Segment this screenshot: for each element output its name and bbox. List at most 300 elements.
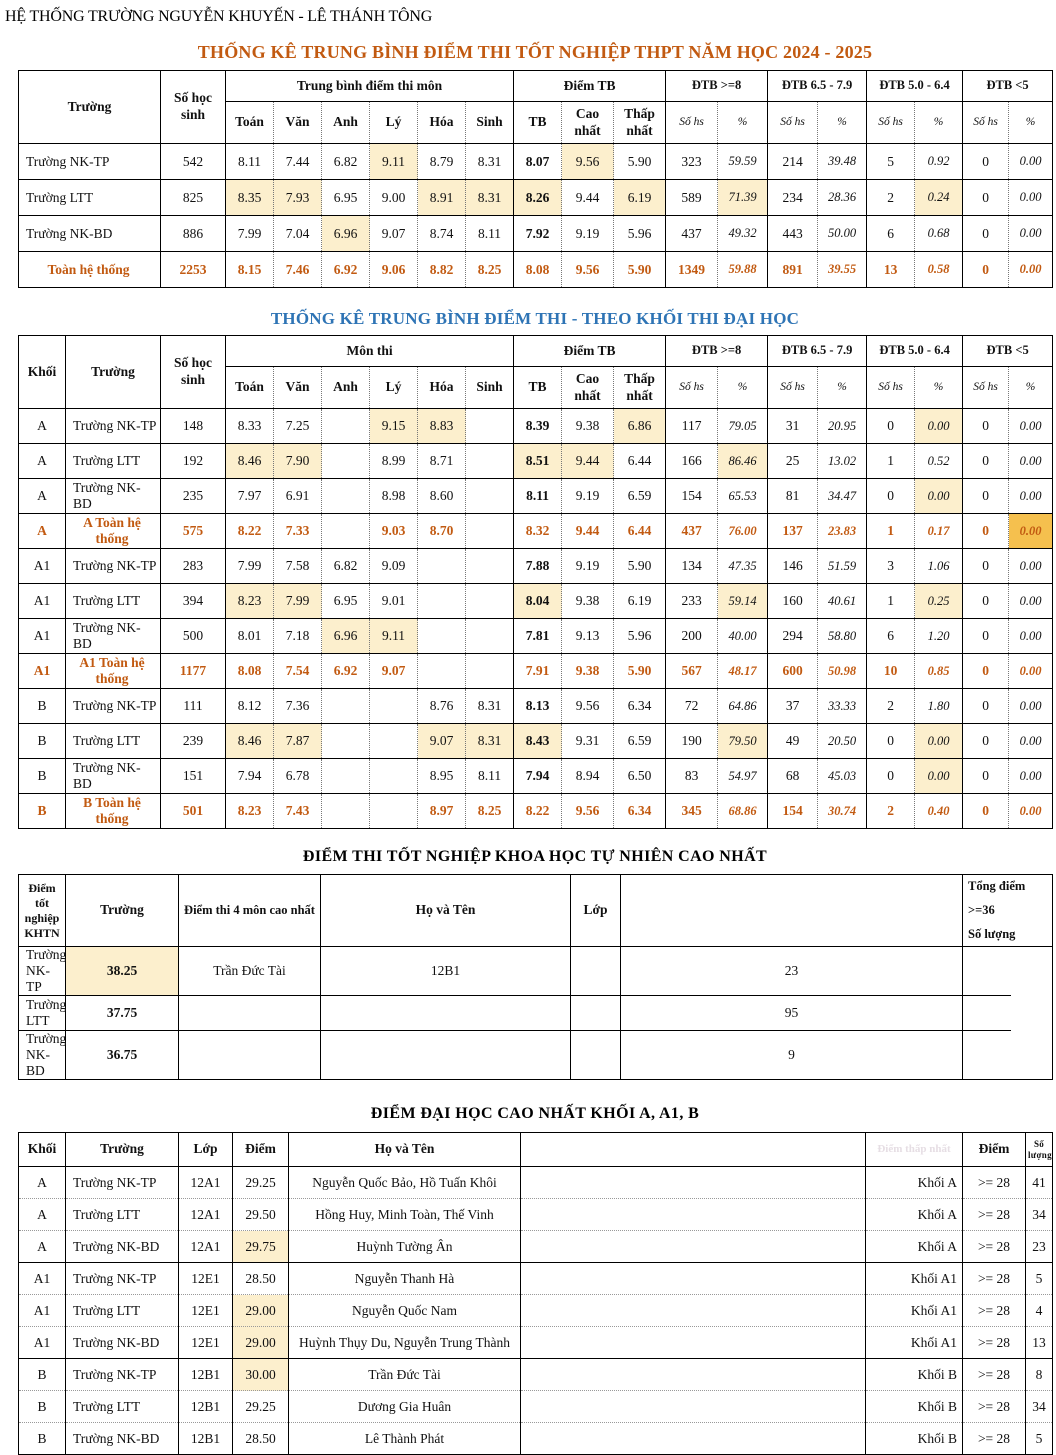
cell: 30.00 [233, 1359, 289, 1391]
cell: Trường NK-BD [66, 479, 161, 514]
cell: 29.25 [233, 1391, 289, 1423]
table-khtn-top [18, 874, 1053, 1080]
cell: 137 [768, 514, 818, 549]
col-tong-diem [963, 875, 1053, 947]
cell: 6.50 [614, 759, 666, 794]
cell: 437 [666, 514, 718, 549]
table-row [19, 252, 1053, 288]
cell: 6 [867, 216, 915, 252]
cell: Trường NK-BD [66, 1231, 179, 1263]
cell: 7.97 [226, 479, 274, 514]
cell: 49 [768, 724, 818, 759]
cell: 9.44 [562, 180, 614, 216]
cell: Khối B [866, 1423, 963, 1455]
cell: 0.00 [1009, 514, 1053, 549]
cell: 0.00 [1009, 724, 1053, 759]
cell: 8.08 [226, 654, 274, 689]
cell: A1 [19, 549, 66, 584]
cell: 8.39 [514, 409, 562, 444]
cell: 7.91 [514, 654, 562, 689]
col-cao-nhat: Cao nhất [562, 102, 614, 144]
cell [466, 584, 514, 619]
cell: 45.03 [818, 759, 867, 794]
cell: 160 [768, 584, 818, 619]
cell: 68.86 [718, 794, 768, 829]
cell: Trường NK-TP [19, 144, 161, 180]
cell [521, 1295, 866, 1327]
col-diem-4-mon: Điểm thi 4 môn cao nhất [179, 875, 321, 947]
cell [521, 1391, 866, 1423]
cell: 0 [963, 619, 1009, 654]
cell: 117 [666, 409, 718, 444]
cell: 7.92 [514, 216, 562, 252]
cell: 6 [867, 619, 915, 654]
cell: 0.85 [915, 654, 963, 689]
cell: 5.96 [614, 619, 666, 654]
col-khoi: Khối [19, 1133, 66, 1167]
cell: 146 [768, 549, 818, 584]
cell: 6.44 [614, 444, 666, 479]
cell: 9.07 [370, 654, 418, 689]
cell [370, 724, 418, 759]
cell: 29.00 [233, 1295, 289, 1327]
cell: Khối A1 [866, 1295, 963, 1327]
cell: 9.15 [370, 409, 418, 444]
cell: 9.00 [370, 180, 418, 216]
cell: 6.92 [322, 252, 370, 288]
cell: 0.00 [915, 759, 963, 794]
col-van: Văn [274, 367, 322, 409]
cell: Khối B [866, 1359, 963, 1391]
cell: B [19, 724, 66, 759]
cell: 575 [161, 514, 226, 549]
cell: 1.80 [915, 689, 963, 724]
cell: 345 [666, 794, 718, 829]
group-dtb-lt5: ĐTB <5 [963, 71, 1053, 102]
cell: 5.90 [614, 144, 666, 180]
cell: 8.76 [418, 689, 466, 724]
col-ho-va-ten: Họ và Tên [321, 875, 571, 947]
cell: Nguyễn Quốc Bảo, Hồ Tuấn Khôi [289, 1167, 521, 1199]
cell: 58.80 [818, 619, 867, 654]
cell: 567 [666, 654, 718, 689]
cell: 8.35 [226, 180, 274, 216]
cell: 8.60 [418, 479, 466, 514]
cell: 5 [1026, 1263, 1053, 1295]
cell: Toàn hệ thống [19, 252, 161, 288]
cell: 6.59 [614, 479, 666, 514]
cell: A1 [19, 654, 66, 689]
table-thpt-summary [18, 70, 1053, 288]
cell: A [19, 1199, 66, 1231]
cell: 86.46 [718, 444, 768, 479]
table-row [19, 759, 1053, 794]
cell: 5.90 [614, 654, 666, 689]
cell: 9.56 [562, 689, 614, 724]
cell: 9.38 [562, 409, 614, 444]
cell: Trường NK-TP [19, 947, 66, 996]
cell: 0.00 [1009, 619, 1053, 654]
cell: 8.25 [466, 794, 514, 829]
col-so-hoc-sinh: Số học sinh [161, 336, 226, 409]
cell [322, 724, 370, 759]
cell: 9.38 [562, 584, 614, 619]
cell: 8.31 [466, 180, 514, 216]
cell: 41 [1026, 1167, 1053, 1199]
cell: 8.08 [514, 252, 562, 288]
col-khoi: Khối [19, 336, 66, 409]
cell: 48.17 [718, 654, 768, 689]
cell: 31 [768, 409, 818, 444]
cell: 4 [1026, 1295, 1053, 1327]
cell: Trường NK-BD [66, 619, 161, 654]
cell [179, 996, 321, 1031]
table-row [19, 144, 1053, 180]
table-row [19, 1231, 1053, 1263]
cell: 9.31 [562, 724, 614, 759]
cell: 50.98 [818, 654, 867, 689]
cell: Trường LTT [66, 1199, 179, 1231]
cell: 65.53 [718, 479, 768, 514]
cell: Trường NK-BD [66, 759, 161, 794]
cell: Huỳnh Tường Ân [289, 1231, 521, 1263]
cell: 7.58 [274, 549, 322, 584]
cell: A [19, 444, 66, 479]
cell: 0.00 [915, 479, 963, 514]
cell: 5.96 [614, 216, 666, 252]
cell: 5 [867, 144, 915, 180]
cell: Huỳnh Thụy Du, Nguyễn Trung Thành [289, 1327, 521, 1359]
cell: 1 [867, 584, 915, 619]
cell: 234 [768, 180, 818, 216]
cell: 8.07 [514, 144, 562, 180]
cell: A Toàn hệ thống [66, 514, 161, 549]
col-cao-nhat: Cao nhất [562, 367, 614, 409]
cell: 29.00 [233, 1327, 289, 1359]
cell: 6.86 [614, 409, 666, 444]
cell: 8.94 [562, 759, 614, 794]
table-khoi-summary [18, 335, 1053, 829]
cell: 0 [963, 216, 1009, 252]
cell: 3 [867, 549, 915, 584]
cell: 9.56 [562, 252, 614, 288]
cell: 134 [666, 549, 718, 584]
cell: 36.75 [66, 1031, 179, 1080]
cell: 8.26 [514, 180, 562, 216]
cell [418, 619, 466, 654]
cell: B [19, 689, 66, 724]
cell: 8.01 [226, 619, 274, 654]
cell: 20.50 [818, 724, 867, 759]
cell: 8.70 [418, 514, 466, 549]
cell [571, 996, 621, 1031]
col-lop: Lớp [571, 875, 621, 947]
cell: 8.04 [514, 584, 562, 619]
table-row [19, 444, 1053, 479]
cell: Trường NK-TP [66, 1167, 179, 1199]
cell: Trường NK-BD [66, 1423, 179, 1455]
cell: 7.94 [226, 759, 274, 794]
cell: >= 28 [963, 1231, 1026, 1263]
cell [521, 1423, 866, 1455]
col-faint-diem-thap-nhat: Điểm thấp nhất [866, 1133, 963, 1167]
cell: 0 [963, 654, 1009, 689]
cell [322, 689, 370, 724]
cell [370, 689, 418, 724]
cell: 9.09 [370, 549, 418, 584]
col-van: Văn [274, 102, 322, 144]
cell: A [19, 479, 66, 514]
cell: 37.75 [66, 996, 179, 1031]
cell: 8.97 [418, 794, 466, 829]
cell: 9.11 [370, 144, 418, 180]
cell: 8.46 [226, 724, 274, 759]
cell [521, 1359, 866, 1391]
cell: 7.93 [274, 180, 322, 216]
cell: 200 [666, 619, 718, 654]
cell: 394 [161, 584, 226, 619]
cell: 68 [768, 759, 818, 794]
cell: Khối A [866, 1167, 963, 1199]
cell: 12E1 [179, 1263, 233, 1295]
cell: 8.11 [514, 479, 562, 514]
cell: 12E1 [179, 1327, 233, 1359]
cell: 8.82 [418, 252, 466, 288]
cell: 6.19 [614, 180, 666, 216]
cell: A1 [19, 584, 66, 619]
col-hoa: Hóa [418, 102, 466, 144]
cell [322, 479, 370, 514]
col-pct: % [718, 367, 768, 409]
cell: 0 [963, 794, 1009, 829]
cell [179, 1031, 321, 1080]
cell: 59.59 [718, 144, 768, 180]
cell: Nguyễn Quốc Nam [289, 1295, 521, 1327]
group-mon: Trung bình điểm thi môn [226, 71, 514, 102]
cell: 79.05 [718, 409, 768, 444]
cell: >= 28 [963, 1423, 1026, 1455]
cell: 5 [1026, 1423, 1053, 1455]
cell: 83 [666, 759, 718, 794]
cell: 8.33 [226, 409, 274, 444]
col-anh: Anh [322, 102, 370, 144]
table-row [19, 409, 1053, 444]
cell: 8.74 [418, 216, 466, 252]
cell: 64.86 [718, 689, 768, 724]
cell: Trường LTT [66, 724, 161, 759]
cell: 8.15 [226, 252, 274, 288]
col-anh: Anh [322, 367, 370, 409]
cell: 7.81 [514, 619, 562, 654]
col-truong: Trường [66, 875, 179, 947]
cell: 501 [161, 794, 226, 829]
cell: 7.44 [274, 144, 322, 180]
cell: 0.58 [915, 252, 963, 288]
cell: 39.55 [818, 252, 867, 288]
cell: 0 [867, 409, 915, 444]
table-row [19, 1031, 1053, 1080]
col-so-hs: Số hs [666, 102, 718, 144]
group-dtb-50-64: ĐTB 5.0 - 6.4 [867, 336, 963, 367]
col-tb: TB [514, 367, 562, 409]
cell: 8.95 [418, 759, 466, 794]
col-sinh: Sinh [466, 367, 514, 409]
cell [466, 619, 514, 654]
cell: 9.06 [370, 252, 418, 288]
cell: 13 [867, 252, 915, 288]
cell: >= 28 [963, 1391, 1026, 1423]
cell: 12B1 [179, 1359, 233, 1391]
cell: A1 [19, 619, 66, 654]
cell: 8.23 [226, 794, 274, 829]
cell: 7.99 [274, 584, 322, 619]
cell: >= 28 [963, 1295, 1026, 1327]
cell: 7.43 [274, 794, 322, 829]
cell: 1.20 [915, 619, 963, 654]
table-row [19, 1199, 1053, 1231]
cell [466, 654, 514, 689]
cell: 38.25 [66, 947, 179, 996]
cell: 6.96 [322, 619, 370, 654]
cell: 154 [768, 794, 818, 829]
col-pct: % [1009, 102, 1053, 144]
cell: 0 [963, 584, 1009, 619]
cell: 28.50 [233, 1423, 289, 1455]
cell: 9 [621, 1031, 963, 1080]
cell: 95 [621, 996, 963, 1031]
cell: Trần Đức Tài [179, 947, 321, 996]
cell: 7.88 [514, 549, 562, 584]
cell: 1349 [666, 252, 718, 288]
cell: 8.31 [466, 724, 514, 759]
cell [321, 996, 571, 1031]
cell: 8.99 [370, 444, 418, 479]
cell: 0.92 [915, 144, 963, 180]
cell: 7.99 [226, 549, 274, 584]
cell: 0 [963, 409, 1009, 444]
cell: 1 [867, 444, 915, 479]
col-so-hs: Số hs [867, 367, 915, 409]
group-mon-thi: Môn thi [226, 336, 514, 367]
cell: 111 [161, 689, 226, 724]
cell [322, 794, 370, 829]
group-dtb-lt5: ĐTB <5 [963, 336, 1053, 367]
cell: Trường NK-TP [66, 1359, 179, 1391]
cell: 589 [666, 180, 718, 216]
section2-title: THỐNG KÊ TRUNG BÌNH ĐIỂM THI - THEO KHỐI THI ĐẠI HỌC [270, 309, 800, 328]
col-pct: % [818, 367, 867, 409]
cell: 79.50 [718, 724, 768, 759]
cell: 7.99 [226, 216, 274, 252]
cell: 7.33 [274, 514, 322, 549]
cell: 12A1 [179, 1231, 233, 1263]
cell [466, 444, 514, 479]
cell [466, 479, 514, 514]
table-row [19, 724, 1053, 759]
cell: 8.83 [418, 409, 466, 444]
cell: 235 [161, 479, 226, 514]
cell: 12A1 [179, 1199, 233, 1231]
col-tb: TB [514, 102, 562, 144]
cell: B [19, 1391, 66, 1423]
page-header: HỆ THỐNG TRƯỜNG NGUYỄN KHUYẾN - LÊ THÁNH TÔNG [5, 8, 433, 25]
cell [963, 996, 1011, 1031]
cell: 8.31 [466, 689, 514, 724]
cell [963, 947, 1011, 996]
table-row [19, 996, 1053, 1031]
cell: 28.36 [818, 180, 867, 216]
cell: 6.19 [614, 584, 666, 619]
cell: 0.00 [1009, 584, 1053, 619]
cell: 2253 [161, 252, 226, 288]
cell: 12B1 [179, 1423, 233, 1455]
cell: 25 [768, 444, 818, 479]
cell: 1177 [161, 654, 226, 689]
cell: 6.78 [274, 759, 322, 794]
col-lop: Lớp [179, 1133, 233, 1167]
section3-title: ĐIỂM THI TỐT NGHIỆP KHOA HỌC TỰ NHIÊN CAO NHẤT [302, 848, 768, 865]
side-label-diem-tot-nghiep-khtn: Điểm tốt nghiệp KHTN [19, 875, 66, 947]
cell [418, 584, 466, 619]
cell: Trường NK-BD [19, 1031, 66, 1080]
col-diem-threshold: Điểm [963, 1133, 1026, 1167]
cell: 81 [768, 479, 818, 514]
cell: 9.01 [370, 584, 418, 619]
col-toan: Toán [226, 367, 274, 409]
cell: 0 [963, 724, 1009, 759]
cell: 6.34 [614, 689, 666, 724]
cell: 51.59 [818, 549, 867, 584]
cell: 600 [768, 654, 818, 689]
cell: 6.82 [322, 549, 370, 584]
cell: 154 [666, 479, 718, 514]
table-row [19, 1295, 1053, 1327]
cell: Khối A [866, 1231, 963, 1263]
cell: 5.90 [614, 252, 666, 288]
cell: 8.11 [226, 144, 274, 180]
cell: 2 [867, 180, 915, 216]
cell: 33.33 [818, 689, 867, 724]
col-hoa: Hóa [418, 367, 466, 409]
cell: 9.03 [370, 514, 418, 549]
col-so-hs: Số hs [666, 367, 718, 409]
cell: 29.25 [233, 1167, 289, 1199]
cell: 6.92 [322, 654, 370, 689]
cell: 8.51 [514, 444, 562, 479]
cell: 8.12 [226, 689, 274, 724]
col-ho-va-ten: Họ và Tên [289, 1133, 521, 1167]
table-row [19, 1167, 1053, 1199]
group-diem-tb: Điểm TB [514, 71, 666, 102]
cell: Khối A1 [866, 1327, 963, 1359]
cell: 7.46 [274, 252, 322, 288]
cell: 0.52 [915, 444, 963, 479]
cell: 0.00 [1009, 549, 1053, 584]
cell: 6.59 [614, 724, 666, 759]
table-row [19, 1391, 1053, 1423]
col-truong: Trường [66, 336, 161, 409]
table-row [19, 1327, 1053, 1359]
cell: 20.95 [818, 409, 867, 444]
cell: 6.95 [322, 180, 370, 216]
cell: 9.11 [370, 619, 418, 654]
table-row [19, 1423, 1053, 1455]
cell: 6.96 [322, 216, 370, 252]
cell: Trường LTT [66, 444, 161, 479]
cell: Trường NK-BD [66, 1327, 179, 1359]
cell: Lê Thành Phát [289, 1423, 521, 1455]
so-luong-line2: Số lượng [968, 926, 1016, 941]
